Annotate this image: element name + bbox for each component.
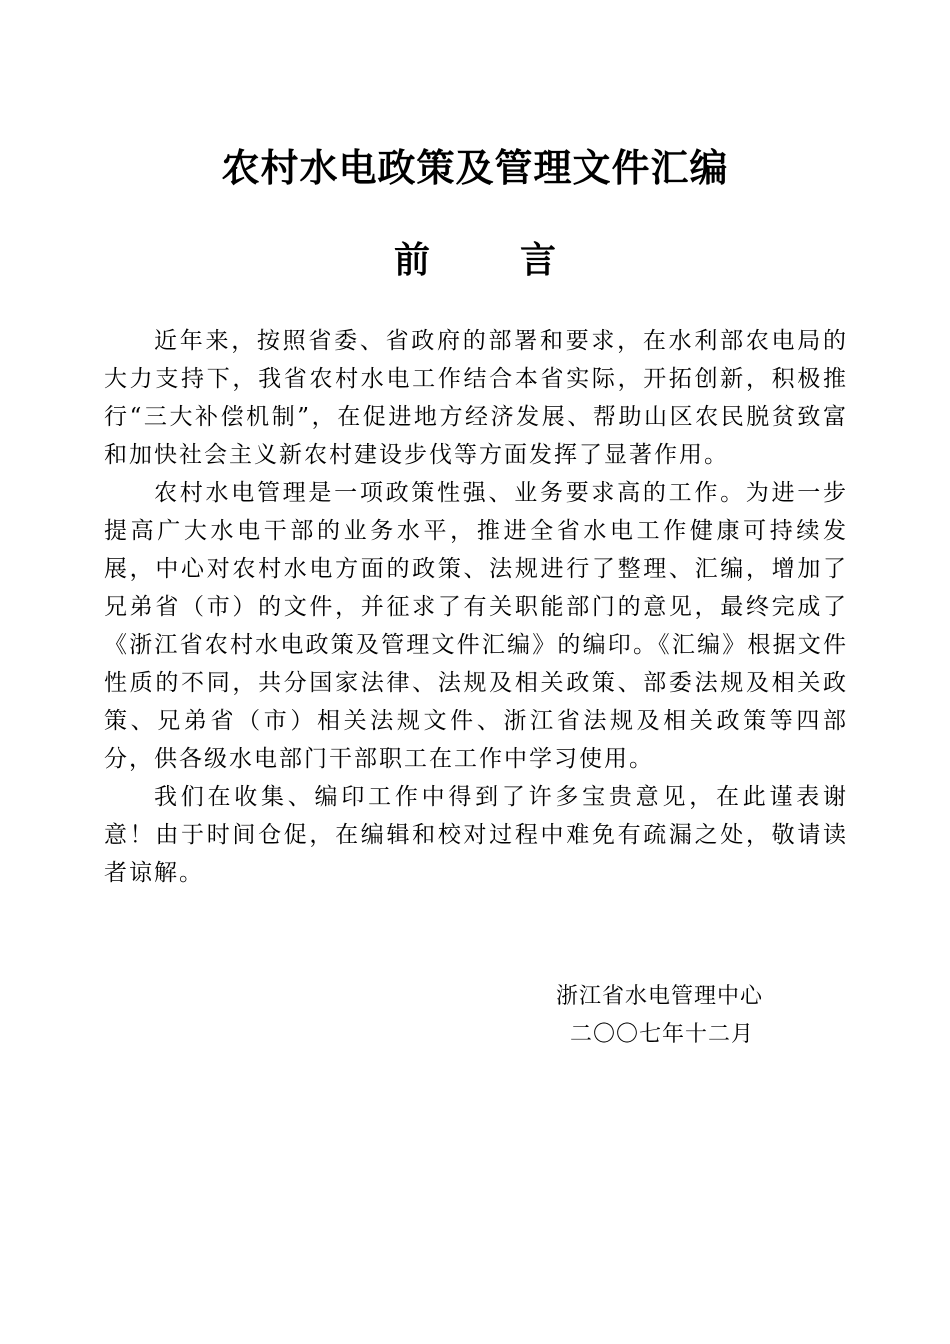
signature-organization: 浙江省水电管理中心 xyxy=(556,984,764,1009)
signature-date: 二〇〇七年十二月 xyxy=(570,1022,755,1047)
paragraph-3: 我们在收集、编印工作中得到了许多宝贵意见，在此谨表谢意！由于时间仓促，在编辑和校对过程中难免有疏漏之处，敬请读者谅解。 xyxy=(104,784,848,886)
signature-block xyxy=(556,978,763,1054)
paragraph-2: 农村水电管理是一项政策性强、业务要求高的工作。为进一步提高广大水电干部的业务水平，推进全省水电工作健康可持续发展，中心对农村水电方面的政策、法规进行了整理、汇编，增加了兄弟省（市）的文件，并征求了有关职能部门的意见，最终完成了《浙江省农村水电政策及管理文件汇编》的编印。《汇编》根据文件性质的不同，共分国家法律、法规及相关政策、部委法规及相关政策、兄弟省（市）相关法规文件、浙江省法规及相关政策等四部分，供各级水电部门干部职工在工作中学习使用。 xyxy=(104,480,848,772)
document-title: 农村水电政策及管理文件汇编 xyxy=(221,146,729,190)
preface-body xyxy=(104,322,848,892)
preface-heading-char-2: 言 xyxy=(520,240,557,281)
paragraph-1: 近年来，按照省委、省政府的部署和要求，在水利部农电局的大力支持下，我省农村水电工作结合本省实际，开拓创新，积极推行“三大补偿机制”，在促进地方经济发展、帮助山区农民脱贫致富和加快社会主义新农村建设步伐等方面发挥了显著作用。 xyxy=(104,328,848,468)
preface-heading-char-1: 前 xyxy=(393,240,430,281)
preface-heading xyxy=(0,234,950,288)
